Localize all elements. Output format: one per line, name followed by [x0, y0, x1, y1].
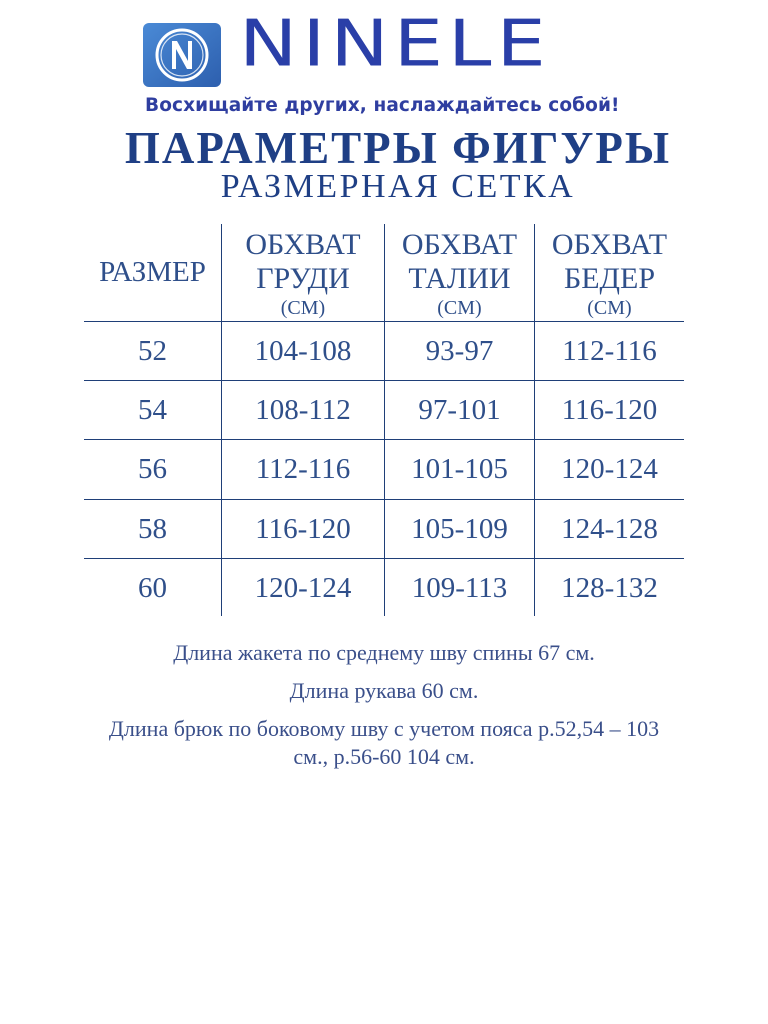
cell-waist: 93-97 — [425, 335, 494, 367]
cell-hips: 116-120 — [561, 394, 658, 426]
note-sleeve-length: Длина рукава 60 см. — [289, 678, 479, 703]
cell-hips: 112-116 — [562, 335, 657, 367]
size-table — [84, 224, 684, 616]
table-row — [84, 559, 684, 618]
header-waist — [385, 224, 534, 325]
header-chest-unit: (СМ) — [280, 297, 326, 319]
cell-hips: 124-128 — [561, 513, 658, 545]
brand-logo — [143, 7, 643, 90]
cell-waist: 105-109 — [411, 513, 508, 545]
cell-waist: 97-101 — [418, 394, 501, 426]
table-row — [84, 322, 684, 381]
note-jacket-length: Длина жакета по среднему шву спины 67 см. — [173, 640, 595, 665]
cell-chest: 112-116 — [255, 453, 351, 485]
cell-chest: 104-108 — [254, 335, 352, 367]
page-subtitle: РАЗМЕРНАЯ СЕТКА — [220, 168, 576, 205]
cell-chest: 120-124 — [254, 572, 352, 604]
header-hips-unit: (СМ) — [587, 297, 632, 319]
table-row — [84, 381, 684, 440]
brand-tagline: Восхищайте других, наслаждайтесь собой! — [145, 95, 620, 116]
header-size: РАЗМЕР — [99, 256, 206, 288]
header-waist-line1: ОБХВАТ — [401, 228, 518, 261]
cell-chest: 116-120 — [255, 513, 351, 545]
cell-size: 58 — [138, 513, 167, 545]
table-row — [84, 440, 684, 499]
cell-size: 54 — [138, 394, 167, 426]
table-row — [84, 500, 684, 559]
header-waist-unit: (СМ) — [437, 297, 482, 319]
header-chest — [222, 224, 384, 325]
header-waist-line2: ТАЛИИ — [408, 262, 511, 295]
cell-size: 60 — [138, 572, 167, 604]
header-hips-line1: ОБХВАТ — [551, 228, 668, 261]
brand-wordmark: NINELE — [239, 7, 551, 81]
header-hips — [535, 224, 684, 325]
n-monogram-icon — [143, 23, 221, 87]
header-chest-line1: ОБХВАТ — [245, 228, 361, 261]
cell-chest: 108-112 — [255, 394, 351, 426]
note-trousers-length-line2: см., р.56-60 104 см. — [293, 744, 475, 769]
page-title: ПАРАМЕТРЫ ФИГУРЫ — [124, 123, 672, 173]
header-hips-line2: БЕДЕР — [563, 262, 656, 295]
cell-waist: 109-113 — [411, 572, 508, 604]
cell-hips: 128-132 — [561, 572, 658, 604]
cell-size: 56 — [138, 453, 167, 485]
cell-hips: 120-124 — [561, 453, 658, 485]
header-chest-line2: ГРУДИ — [256, 262, 350, 295]
cell-size: 52 — [138, 335, 167, 367]
cell-waist: 101-105 — [411, 453, 508, 485]
note-trousers-length-line1: Длина брюк по боковому шву с учетом пояса р.52,54 – 103 — [108, 716, 660, 741]
